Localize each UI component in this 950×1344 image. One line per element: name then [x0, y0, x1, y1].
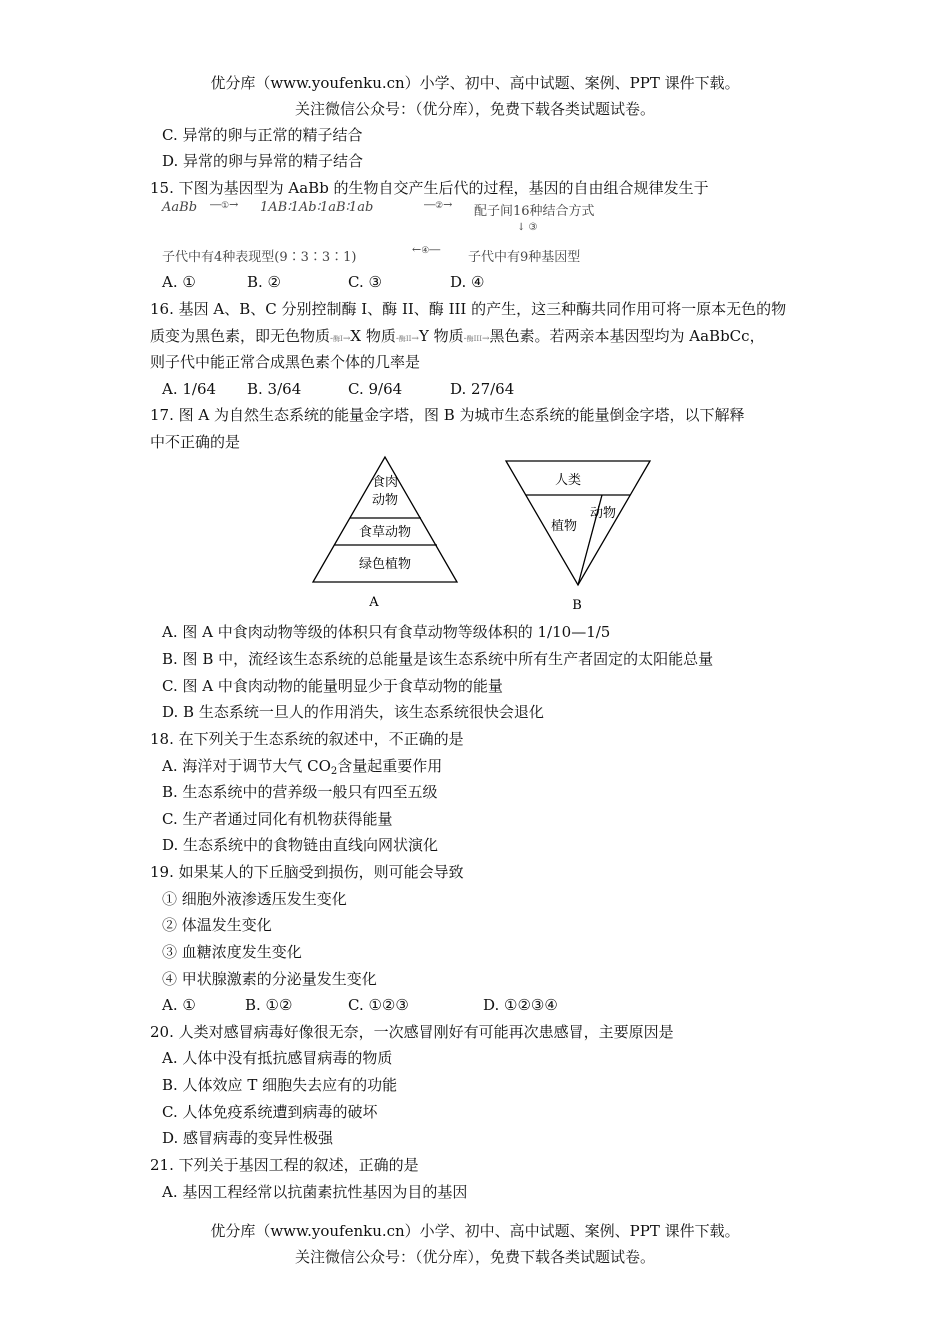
pyramid-b-left: 植物	[550, 519, 578, 534]
pyramid-a-bottom: 绿色植物	[358, 557, 412, 572]
q14-option-c: C. 异常的卵与正常的精子结合	[162, 126, 363, 144]
q17-option-b: B. 图 B 中，流经该生态系统的总能量是该生态系统中所有生产者固定的太阳能总量	[162, 650, 714, 668]
q16-text-c: Y 物质	[418, 327, 464, 345]
q17-line-2: 中不正确的是	[150, 433, 241, 451]
header-line-2: 关注微信公众号：（优分库），免费下载各类试题试卷。	[294, 100, 655, 118]
q18-option-b: B. 生态系统中的营养级一般只有四至五级	[162, 783, 438, 801]
q16-arrow-1: -酶I→	[330, 334, 351, 344]
pyramid-a-top-1: 食肉	[371, 475, 399, 490]
footer-line-2: 关注微信公众号：（优分库），免费下载各类试题试卷。	[294, 1248, 655, 1266]
q19-item-2: ② 体温发生变化	[162, 916, 272, 934]
q16-option-a: A. 1/64	[162, 380, 217, 398]
q16-text-b: X 物质	[350, 327, 396, 345]
q19-option-b: B. ①②	[245, 996, 293, 1014]
q14-option-d: D. 异常的卵与异常的精子结合	[162, 152, 364, 170]
q18-stem: 18. 在下列关于生态系统的叙述中，不正确的是	[150, 730, 464, 748]
q17-option-c: C. 图 A 中食肉动物的能量明显少于食草动物的能量	[162, 677, 503, 695]
q21-option-a: A. 基因工程经常以抗菌素抗性基因为目的基因	[162, 1183, 468, 1201]
q16-line-3: 则子代中能正常合成黑色素个体的几率是	[150, 353, 421, 371]
pyramid-b-right: 动物	[589, 506, 617, 521]
q18-option-d: D. 生态系统中的食物链由直线向网状演化	[162, 836, 439, 854]
q15-diag-arrow-3: ↓ ③	[517, 222, 538, 233]
q15-diag-arrow-1: ―①→	[210, 198, 239, 211]
q20-option-b: B. 人体效应 T 细胞失去应有的功能	[162, 1076, 398, 1094]
q15-diag-arrow-4: ←④―	[412, 243, 441, 256]
q15-option-d: D. ④	[450, 273, 485, 291]
footer-line-1: 优分库（www.youfenku.cn）小学、初中、高中试题、案例、PPT 课件下载。	[210, 1222, 740, 1240]
header-line-1: 优分库（www.youfenku.cn）小学、初中、高中试题、案例、PPT 课件下载。	[210, 74, 740, 92]
q16-arrow-2: -酶II→	[395, 334, 419, 344]
q15-diag-genotypes: 子代中有9种基因型	[468, 250, 581, 265]
q16-option-b: B. 3/64	[247, 380, 302, 398]
q15-diagram	[162, 200, 782, 270]
q21-stem: 21. 下列关于基因工程的叙述，正确的是	[150, 1156, 419, 1174]
q15-diag-start: AaBb	[162, 200, 198, 215]
q17-line-1: 17. 图 A 为自然生态系统的能量金字塔，图 B 为城市生态系统的能量倒金字塔，以下解释	[150, 406, 745, 424]
q15-stem: 15. 下图为基因型为 AaBb 的生物自交产生后代的过程，基因的自由组合规律发生于	[150, 179, 709, 197]
q20-option-c: C. 人体免疫系统遭到病毒的破坏	[162, 1103, 378, 1121]
q15-option-b: B. ②	[247, 273, 282, 291]
pyramid-a-label: A	[369, 595, 379, 610]
pyramid-b-label: B	[572, 598, 582, 613]
pyramid-b-top: 人类	[554, 473, 582, 488]
q15-option-a: A. ①	[162, 273, 196, 291]
q19-option-d: D. ①②③④	[483, 996, 558, 1014]
q16-line-2	[150, 326, 765, 349]
q15-diag-arrow-2: ―②→	[424, 198, 453, 211]
q16-arrow-3: -酶III→	[463, 334, 490, 344]
q19-item-4: ④ 甲状腺激素的分泌量发生变化	[162, 970, 377, 988]
q16-text-a: 质变为黑色素，即无色物质	[150, 327, 331, 345]
pyramid-a-top-2: 动物	[371, 493, 399, 508]
q16-option-c: C. 9/64	[348, 380, 403, 398]
q15-option-c: C. ③	[348, 273, 382, 291]
q17-option-a: A. 图 A 中食肉动物等级的体积只有食草动物等级体积的 1/10—1/5	[162, 623, 611, 641]
q15-diag-gametes: 1AB∶1Ab∶1aB∶1ab	[260, 200, 374, 215]
q15-diag-phenotypes: 子代中有4种表现型(9∶3∶3∶1)	[162, 250, 357, 265]
q18-option-c: C. 生产者通过同化有机物获得能量	[162, 810, 393, 828]
q16-line-1: 16. 基因 A、B、C 分别控制酶 I、酶 II、酶 III 的产生，这三种酶共同作用可将一原本无色的物	[150, 300, 787, 318]
q20-stem: 20. 人类对感冒病毒好像很无奈，一次感冒刚好有可能再次患感冒，主要原因是	[150, 1023, 674, 1041]
q15-diag-combos: 配子间16种结合方式	[474, 204, 595, 219]
q16-option-d: D. 27/64	[450, 380, 515, 398]
q19-option-a: A. ①	[162, 996, 196, 1014]
q20-option-d: D. 感冒病毒的变异性极强	[162, 1129, 334, 1147]
q17-figures	[300, 452, 670, 617]
q17-option-d: D. B 生态系统一旦人的作用消失，该生态系统很快会退化	[162, 703, 544, 721]
q19-item-1: ① 细胞外液渗透压发生变化	[162, 890, 347, 908]
q19-item-3: ③ 血糖浓度发生变化	[162, 943, 302, 961]
q19-stem: 19. 如果某人的下丘脑受到损伤，则可能会导致	[150, 863, 464, 881]
pyramid-a-mid: 食草动物	[358, 525, 412, 540]
q19-option-c: C. ①②③	[348, 996, 409, 1014]
q16-text-d: 黑色素。若两亲本基因型均为 AaBbCc，	[489, 327, 765, 345]
q20-option-a: A. 人体中没有抵抗感冒病毒的物质	[162, 1049, 393, 1067]
q18-option-a: A. 海洋对于调节大气 $CO_2$含量起重要作用	[162, 757, 443, 777]
